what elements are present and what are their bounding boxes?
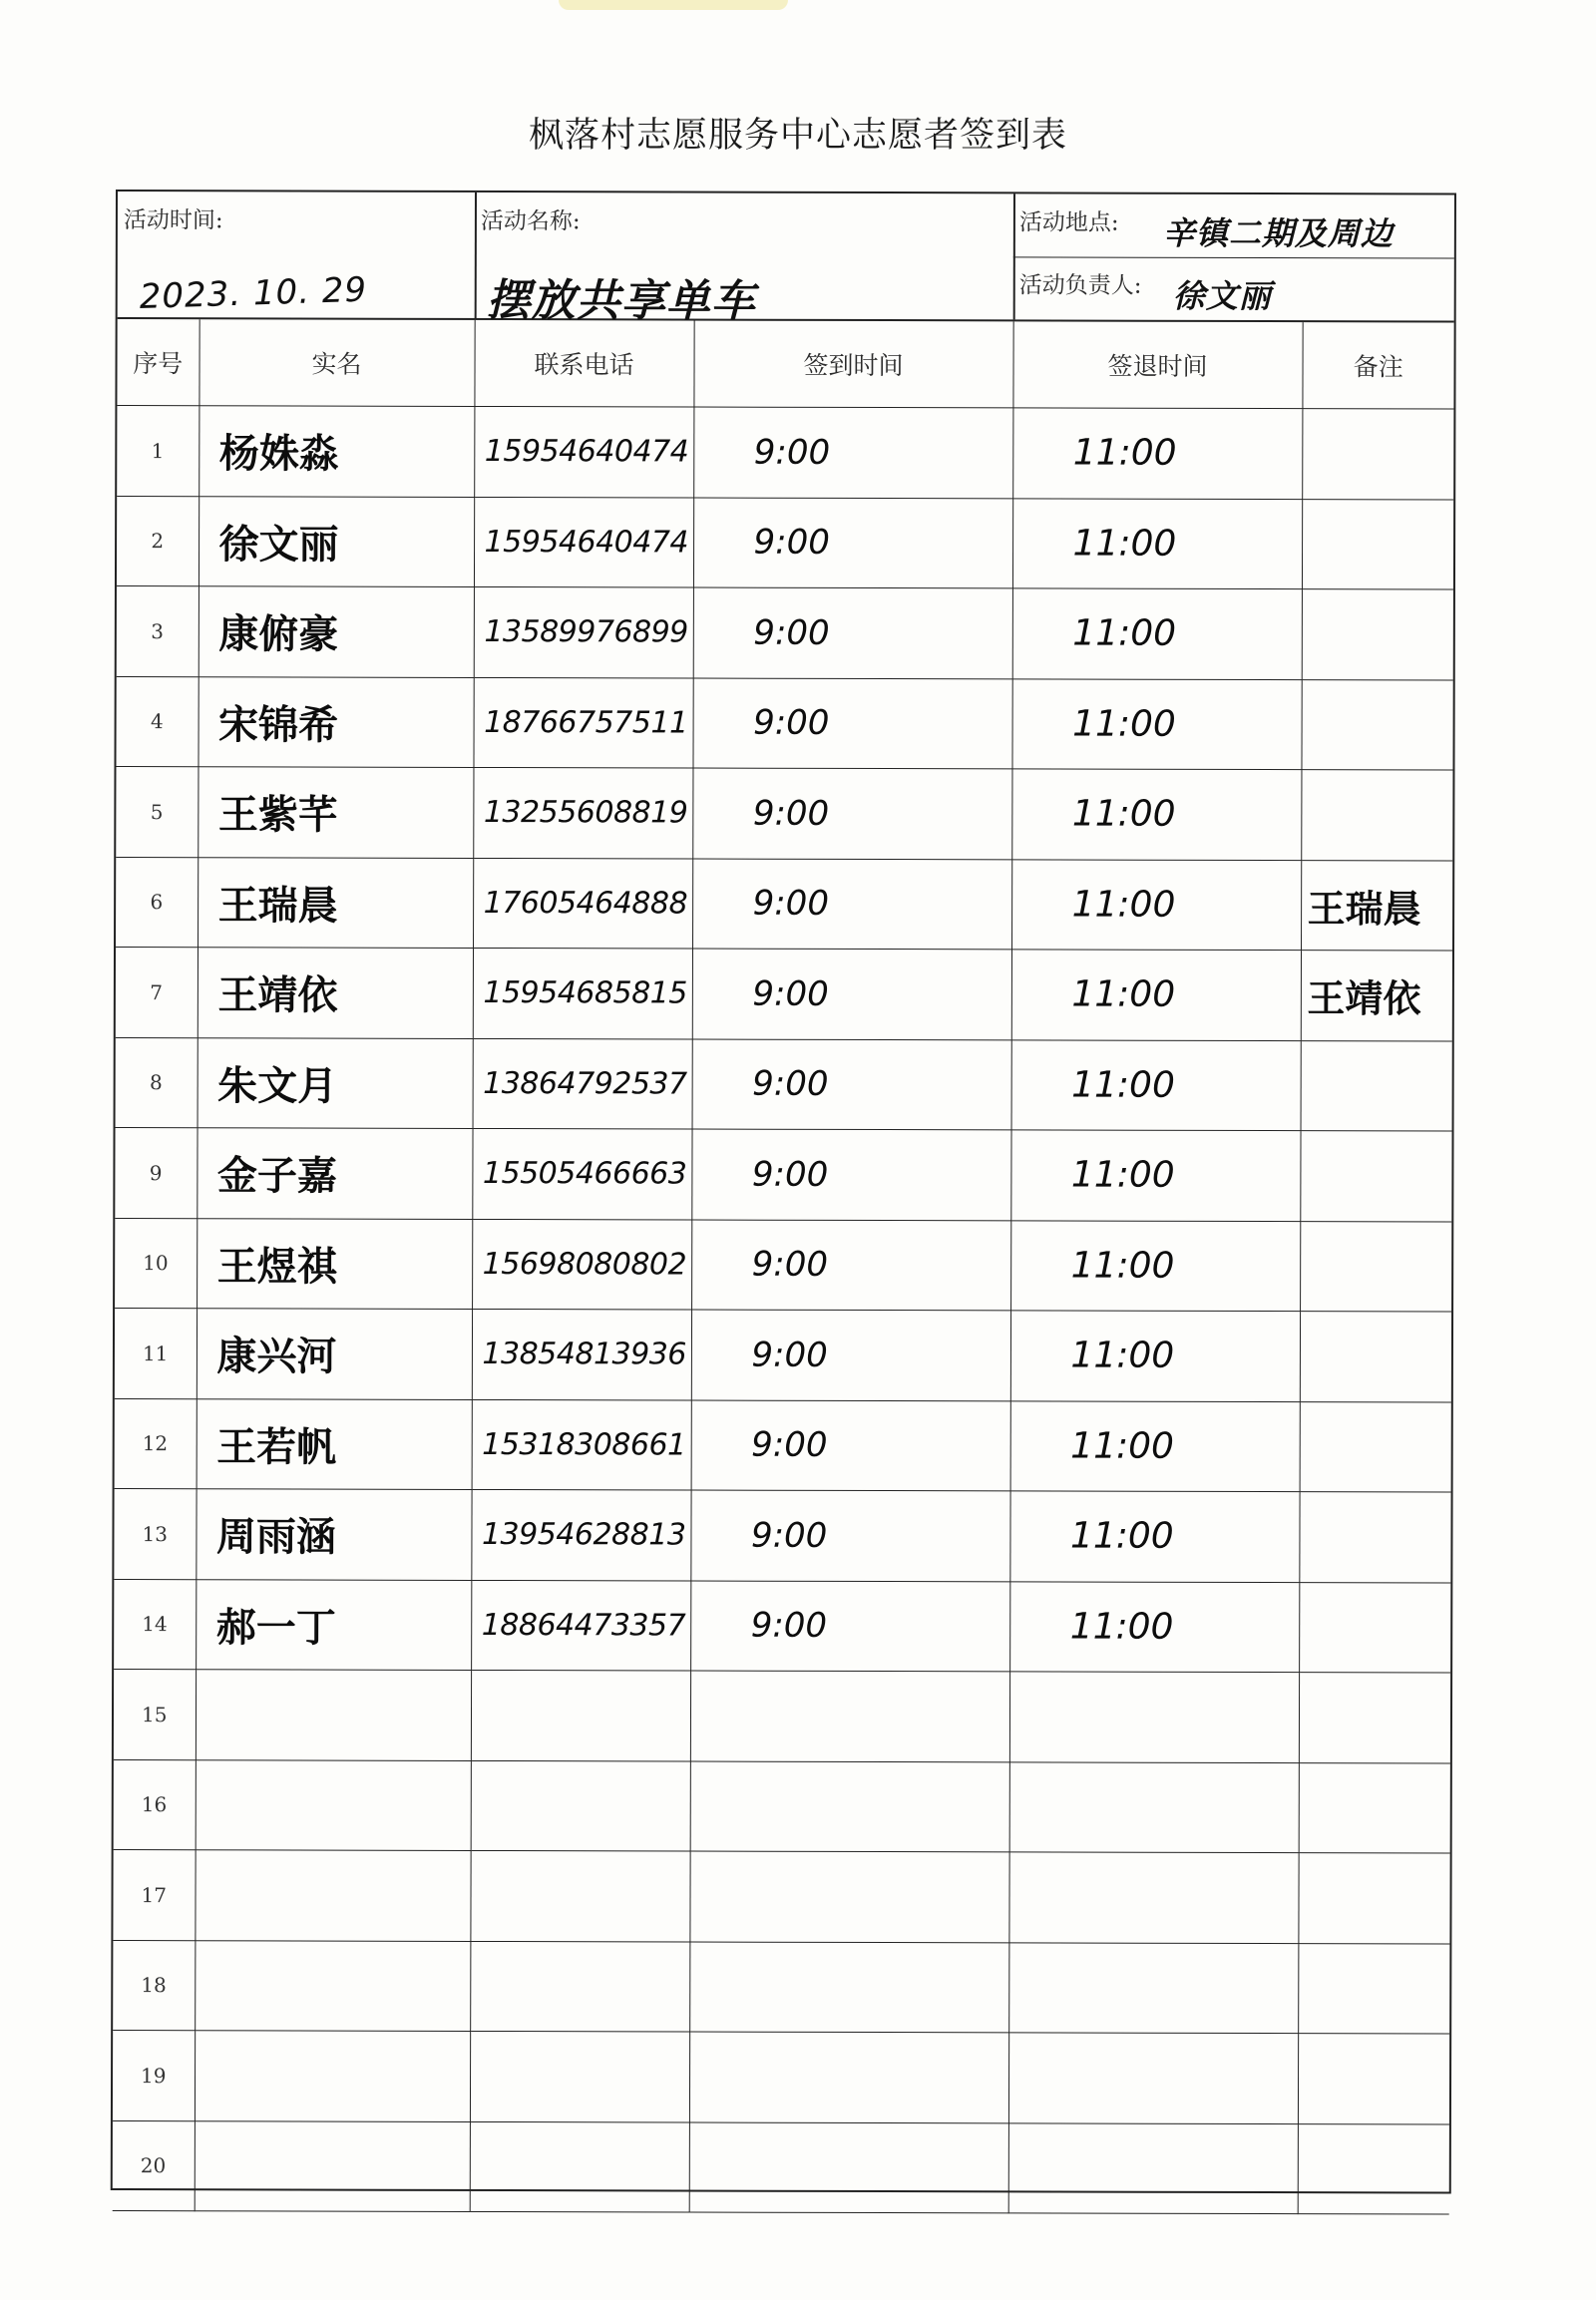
phone-number: 17605464888 bbox=[473, 858, 692, 949]
sign-out-time bbox=[1008, 2033, 1298, 2123]
note-cell bbox=[1298, 1853, 1449, 1944]
sign-out-time: 11:00 bbox=[1011, 1039, 1301, 1130]
table-row bbox=[113, 1940, 1449, 2034]
volunteer-name: 杨姝淼 bbox=[199, 406, 474, 497]
phone-number bbox=[470, 2121, 689, 2212]
sign-in-time: 9:00 bbox=[691, 1400, 1010, 1491]
column-header-name: 实名 bbox=[199, 319, 474, 406]
sign-out-time: 11:00 bbox=[1009, 1581, 1299, 1672]
phone-number bbox=[470, 2031, 689, 2121]
table-row bbox=[114, 1489, 1450, 1583]
table-row bbox=[115, 1398, 1451, 1492]
table-row bbox=[117, 586, 1453, 680]
column-header-note: 备注 bbox=[1302, 322, 1453, 409]
activity-place-value: 辛镇二期及周边 bbox=[1162, 213, 1394, 253]
note-cell bbox=[1300, 1131, 1451, 1222]
table-row bbox=[116, 1037, 1452, 1131]
column-header-sign-in: 签到时间 bbox=[693, 321, 1012, 408]
sign-in-time: 9:00 bbox=[691, 1129, 1010, 1220]
phone-number: 18766757511 bbox=[473, 677, 692, 768]
table-row bbox=[113, 2030, 1449, 2123]
row-number: 18 bbox=[113, 1940, 195, 2031]
volunteer-name bbox=[196, 1759, 471, 1850]
row-number: 10 bbox=[115, 1218, 197, 1309]
note-cell bbox=[1302, 589, 1453, 680]
volunteer-name: 徐文丽 bbox=[199, 496, 474, 586]
volunteer-name: 王瑞晨 bbox=[198, 857, 473, 948]
sign-out-time bbox=[1008, 1852, 1298, 1943]
phone-number bbox=[470, 1850, 689, 1941]
note-cell: 王靖依 bbox=[1301, 951, 1452, 1041]
row-number: 14 bbox=[114, 1579, 196, 1670]
sign-out-time: 11:00 bbox=[1010, 1400, 1300, 1491]
activity-name-value: 摆放共享单车 bbox=[486, 274, 756, 327]
table-row bbox=[117, 496, 1453, 589]
activity-lead-label: 活动负责人: bbox=[1018, 272, 1142, 299]
sign-in-time bbox=[690, 1671, 1009, 1761]
row-number: 11 bbox=[115, 1309, 197, 1399]
note-cell: 王瑞晨 bbox=[1301, 860, 1452, 951]
sign-in-time bbox=[689, 2122, 1008, 2213]
table-row bbox=[114, 1759, 1450, 1853]
signin-sheet bbox=[111, 190, 1456, 2194]
activity-info-header bbox=[118, 192, 1454, 327]
table-body bbox=[113, 406, 1454, 2215]
activity-lead-cell bbox=[1013, 256, 1454, 320]
table-row bbox=[113, 2120, 1449, 2214]
volunteer-name: 王若帆 bbox=[197, 1398, 472, 1489]
sign-in-time: 9:00 bbox=[693, 587, 1012, 678]
volunteer-name: 金子嘉 bbox=[197, 1128, 472, 1219]
row-number: 6 bbox=[116, 857, 198, 948]
volunteer-table bbox=[113, 319, 1454, 2215]
sign-in-time: 9:00 bbox=[690, 1581, 1009, 1672]
phone-number: 13589976899 bbox=[474, 586, 693, 677]
phone-number: 13255608819 bbox=[473, 767, 692, 858]
row-number: 13 bbox=[114, 1489, 196, 1580]
phone-number bbox=[471, 1670, 690, 1760]
sign-in-time: 9:00 bbox=[692, 859, 1011, 950]
row-number: 7 bbox=[116, 948, 198, 1038]
sign-out-time: 11:00 bbox=[1010, 1311, 1300, 1401]
row-number: 1 bbox=[117, 406, 199, 497]
note-cell bbox=[1301, 770, 1452, 861]
phone-number: 15698080802 bbox=[472, 1219, 691, 1310]
note-cell bbox=[1299, 1582, 1450, 1673]
sign-out-time: 11:00 bbox=[1011, 678, 1301, 769]
row-number: 5 bbox=[116, 767, 198, 858]
volunteer-name bbox=[196, 1670, 471, 1760]
row-number: 16 bbox=[114, 1759, 196, 1850]
volunteer-name: 王靖依 bbox=[198, 948, 473, 1038]
sign-in-time: 9:00 bbox=[692, 678, 1011, 769]
phone-number: 15505466663 bbox=[472, 1128, 691, 1219]
sign-in-time bbox=[690, 1761, 1009, 1852]
note-cell bbox=[1299, 1492, 1450, 1583]
activity-name-cell bbox=[475, 192, 1015, 327]
paper-stain bbox=[559, 0, 788, 10]
sign-in-time: 9:00 bbox=[690, 1490, 1009, 1581]
phone-number: 15954685815 bbox=[473, 948, 692, 1038]
sign-in-time: 9:00 bbox=[692, 949, 1011, 1039]
form-title: 枫落村志愿服务中心志愿者签到表 bbox=[528, 116, 1067, 156]
row-number: 12 bbox=[115, 1398, 197, 1489]
note-cell bbox=[1298, 2034, 1449, 2124]
activity-place-cell bbox=[1013, 193, 1454, 258]
sign-in-time: 9:00 bbox=[692, 768, 1011, 859]
table-row bbox=[114, 1579, 1450, 1673]
sign-out-time: 11:00 bbox=[1011, 859, 1301, 950]
sign-in-time: 9:00 bbox=[692, 1039, 1011, 1130]
volunteer-name: 郝一丁 bbox=[196, 1579, 471, 1670]
activity-name-label: 活动名称: bbox=[480, 207, 581, 235]
table-row bbox=[115, 1218, 1451, 1312]
column-header-number: 序号 bbox=[117, 319, 199, 406]
activity-time-value: 2023. 10. 29 bbox=[139, 269, 368, 318]
phone-number: 13954628813 bbox=[471, 1489, 690, 1580]
sign-in-time bbox=[689, 1942, 1008, 2033]
note-cell bbox=[1298, 1943, 1449, 2034]
table-row bbox=[116, 767, 1452, 861]
sign-out-time: 11:00 bbox=[1011, 769, 1301, 860]
row-number: 15 bbox=[114, 1670, 196, 1760]
row-number: 3 bbox=[117, 586, 199, 677]
table-row bbox=[114, 1670, 1450, 1763]
sign-in-time: 9:00 bbox=[693, 498, 1012, 588]
table-row bbox=[117, 406, 1453, 500]
sign-in-time: 9:00 bbox=[693, 407, 1012, 498]
sign-out-time bbox=[1009, 1761, 1299, 1852]
note-cell bbox=[1300, 1401, 1451, 1492]
volunteer-name bbox=[195, 1850, 470, 1941]
volunteer-name: 康兴河 bbox=[197, 1309, 472, 1399]
phone-number: 18864473357 bbox=[471, 1580, 690, 1671]
row-number: 19 bbox=[113, 2030, 195, 2120]
phone-number bbox=[471, 1760, 690, 1851]
sign-in-time bbox=[689, 2032, 1008, 2122]
sign-out-time bbox=[1008, 1942, 1298, 2033]
sign-out-time: 11:00 bbox=[1011, 950, 1301, 1040]
activity-place-lead-cell bbox=[1013, 193, 1454, 320]
volunteer-name bbox=[195, 2120, 470, 2211]
volunteer-name: 朱文月 bbox=[198, 1037, 473, 1128]
sign-out-time: 11:00 bbox=[1012, 498, 1302, 588]
sign-in-time: 9:00 bbox=[691, 1310, 1010, 1400]
row-number: 9 bbox=[115, 1128, 197, 1219]
phone-number: 13864792537 bbox=[473, 1038, 692, 1129]
sign-out-time: 11:00 bbox=[1009, 1491, 1299, 1582]
sign-out-time bbox=[1009, 1672, 1299, 1762]
volunteer-name: 宋锦希 bbox=[198, 676, 473, 767]
sign-out-time bbox=[1008, 2122, 1298, 2213]
table-row bbox=[116, 948, 1452, 1041]
table-row bbox=[116, 676, 1452, 770]
sign-out-time: 11:00 bbox=[1012, 588, 1302, 679]
note-cell bbox=[1302, 499, 1453, 589]
table-row bbox=[116, 857, 1452, 951]
sign-out-time: 11:00 bbox=[1010, 1130, 1300, 1221]
note-cell bbox=[1301, 679, 1452, 770]
volunteer-name: 康俯豪 bbox=[199, 586, 474, 677]
phone-number bbox=[470, 1941, 689, 2032]
note-cell bbox=[1301, 1040, 1452, 1131]
note-cell bbox=[1299, 1762, 1450, 1853]
table-row bbox=[115, 1128, 1451, 1222]
note-cell bbox=[1298, 2123, 1449, 2214]
volunteer-name: 王煜祺 bbox=[197, 1218, 472, 1309]
column-header-sign-out: 签退时间 bbox=[1012, 321, 1302, 408]
phone-number: 15954640474 bbox=[474, 497, 693, 587]
volunteer-name bbox=[195, 1940, 470, 2031]
sign-in-time bbox=[689, 1851, 1008, 1942]
table-header-row bbox=[117, 319, 1453, 409]
phone-number: 13854813936 bbox=[472, 1309, 691, 1399]
note-cell bbox=[1302, 409, 1453, 500]
sign-in-time: 9:00 bbox=[691, 1220, 1010, 1311]
activity-lead-value: 徐文丽 bbox=[1172, 276, 1272, 316]
row-number: 20 bbox=[113, 2120, 195, 2211]
table-row bbox=[113, 1849, 1449, 1943]
volunteer-name: 王紫芊 bbox=[198, 767, 473, 858]
table-row bbox=[115, 1309, 1451, 1402]
note-cell bbox=[1300, 1312, 1451, 1402]
activity-time-label: 活动时间: bbox=[123, 207, 223, 234]
activity-time-cell bbox=[118, 192, 477, 318]
sign-out-time: 11:00 bbox=[1012, 408, 1302, 499]
volunteer-name bbox=[195, 2031, 470, 2121]
row-number: 17 bbox=[113, 1849, 195, 1940]
phone-number: 15318308661 bbox=[472, 1399, 691, 1490]
note-cell bbox=[1300, 1221, 1451, 1312]
row-number: 8 bbox=[116, 1037, 198, 1128]
note-cell bbox=[1299, 1673, 1450, 1763]
phone-number: 15954640474 bbox=[474, 406, 693, 497]
column-header-phone: 联系电话 bbox=[474, 320, 693, 407]
row-number: 2 bbox=[117, 496, 199, 586]
activity-place-label: 活动地点: bbox=[1018, 209, 1119, 236]
volunteer-name: 周雨涵 bbox=[196, 1489, 471, 1580]
sign-out-time: 11:00 bbox=[1010, 1220, 1300, 1311]
row-number: 4 bbox=[116, 676, 198, 767]
